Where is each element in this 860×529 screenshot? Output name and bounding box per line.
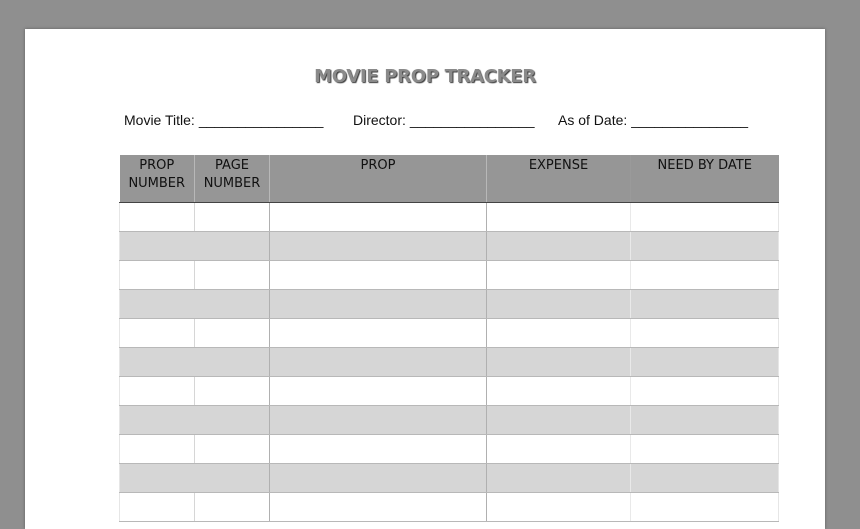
- table-body: [120, 203, 779, 522]
- prop-number-cell[interactable]: [120, 406, 195, 435]
- need-by-date-cell[interactable]: [631, 290, 779, 319]
- document-title: MOVIE PROP TRACKER: [314, 66, 536, 87]
- table-row: [120, 290, 779, 319]
- page-number-cell[interactable]: [195, 290, 270, 319]
- prop-cell[interactable]: [270, 261, 487, 290]
- director-field: [353, 112, 534, 128]
- director-blank: ________________: [409, 112, 535, 128]
- page-number-cell[interactable]: [195, 232, 270, 261]
- prop-cell[interactable]: [270, 232, 487, 261]
- expense-cell[interactable]: [487, 377, 631, 406]
- need-by-date-cell[interactable]: [631, 464, 779, 493]
- page-number-cell[interactable]: [195, 348, 270, 377]
- prop-tracker-table: [119, 155, 779, 522]
- table-row: [120, 493, 779, 522]
- table-row: [120, 377, 779, 406]
- prop-cell[interactable]: [270, 290, 487, 319]
- page-number-cell[interactable]: [195, 203, 270, 232]
- header-prop-number-line2: NUMBER: [128, 176, 186, 191]
- header-page-number-line1: PAGE: [215, 158, 249, 173]
- need-by-date-cell[interactable]: [631, 435, 779, 464]
- prop-number-cell[interactable]: [120, 464, 195, 493]
- header-page-number-line2: NUMBER: [203, 176, 261, 191]
- table-row: [120, 232, 779, 261]
- expense-cell[interactable]: [487, 232, 631, 261]
- expense-cell[interactable]: [487, 319, 631, 348]
- prop-number-cell[interactable]: [120, 348, 195, 377]
- prop-number-cell[interactable]: [120, 493, 195, 522]
- table-row: [120, 435, 779, 464]
- prop-cell[interactable]: [270, 319, 487, 348]
- header-prop-number-line1: PROP: [139, 158, 175, 173]
- need-by-date-cell[interactable]: [631, 493, 779, 522]
- need-by-date-cell[interactable]: [631, 377, 779, 406]
- prop-cell[interactable]: [270, 377, 487, 406]
- page-number-cell[interactable]: [195, 435, 270, 464]
- prop-number-cell[interactable]: [120, 203, 195, 232]
- expense-cell[interactable]: [487, 493, 631, 522]
- prop-number-cell[interactable]: [120, 290, 195, 319]
- table-row: [120, 406, 779, 435]
- page-number-cell[interactable]: [195, 464, 270, 493]
- prop-number-cell[interactable]: [120, 261, 195, 290]
- prop-cell[interactable]: [270, 203, 487, 232]
- table-row: [120, 348, 779, 377]
- header-prop-number: [120, 155, 195, 203]
- need-by-date-cell[interactable]: [631, 203, 779, 232]
- expense-cell[interactable]: [487, 435, 631, 464]
- header-need-by-date: [631, 155, 779, 203]
- director-label: Director:: [353, 112, 406, 128]
- expense-cell[interactable]: [487, 464, 631, 493]
- as-of-date-blank: _______________: [631, 112, 749, 128]
- prop-number-cell[interactable]: [120, 377, 195, 406]
- prop-cell[interactable]: [270, 435, 487, 464]
- prop-cell[interactable]: [270, 348, 487, 377]
- document-page: [25, 29, 825, 529]
- expense-cell[interactable]: [487, 290, 631, 319]
- need-by-date-cell[interactable]: [631, 319, 779, 348]
- expense-cell[interactable]: [487, 203, 631, 232]
- expense-cell[interactable]: [487, 348, 631, 377]
- need-by-date-cell[interactable]: [631, 261, 779, 290]
- expense-cell[interactable]: [487, 261, 631, 290]
- table-header-row: [120, 155, 779, 203]
- need-by-date-cell[interactable]: [631, 348, 779, 377]
- movie-title-field: [124, 112, 323, 128]
- need-by-date-cell[interactable]: [631, 232, 779, 261]
- page-number-cell[interactable]: [195, 377, 270, 406]
- prop-number-cell[interactable]: [120, 435, 195, 464]
- page-number-cell[interactable]: [195, 493, 270, 522]
- table-row: [120, 319, 779, 348]
- page-number-cell[interactable]: [195, 406, 270, 435]
- prop-cell[interactable]: [270, 464, 487, 493]
- table-row: [120, 203, 779, 232]
- page-number-cell[interactable]: [195, 261, 270, 290]
- header-prop: [270, 155, 487, 203]
- prop-number-cell[interactable]: [120, 232, 195, 261]
- as-of-date-field: [558, 112, 748, 128]
- header-expense: [487, 155, 631, 203]
- expense-cell[interactable]: [487, 406, 631, 435]
- header-need-by-date-line1: NEED BY DATE: [657, 158, 752, 173]
- page-number-cell[interactable]: [195, 319, 270, 348]
- movie-title-blank: ________________: [198, 112, 324, 128]
- as-of-date-label: As of Date:: [558, 112, 628, 128]
- movie-title-label: Movie Title:: [124, 112, 195, 128]
- prop-cell[interactable]: [270, 493, 487, 522]
- header-expense-line1: EXPENSE: [528, 158, 589, 173]
- table-row: [120, 464, 779, 493]
- prop-cell[interactable]: [270, 406, 487, 435]
- prop-number-cell[interactable]: [120, 319, 195, 348]
- need-by-date-cell[interactable]: [631, 406, 779, 435]
- table-row: [120, 261, 779, 290]
- header-prop-line1: PROP: [360, 158, 396, 173]
- header-page-number: [195, 155, 270, 203]
